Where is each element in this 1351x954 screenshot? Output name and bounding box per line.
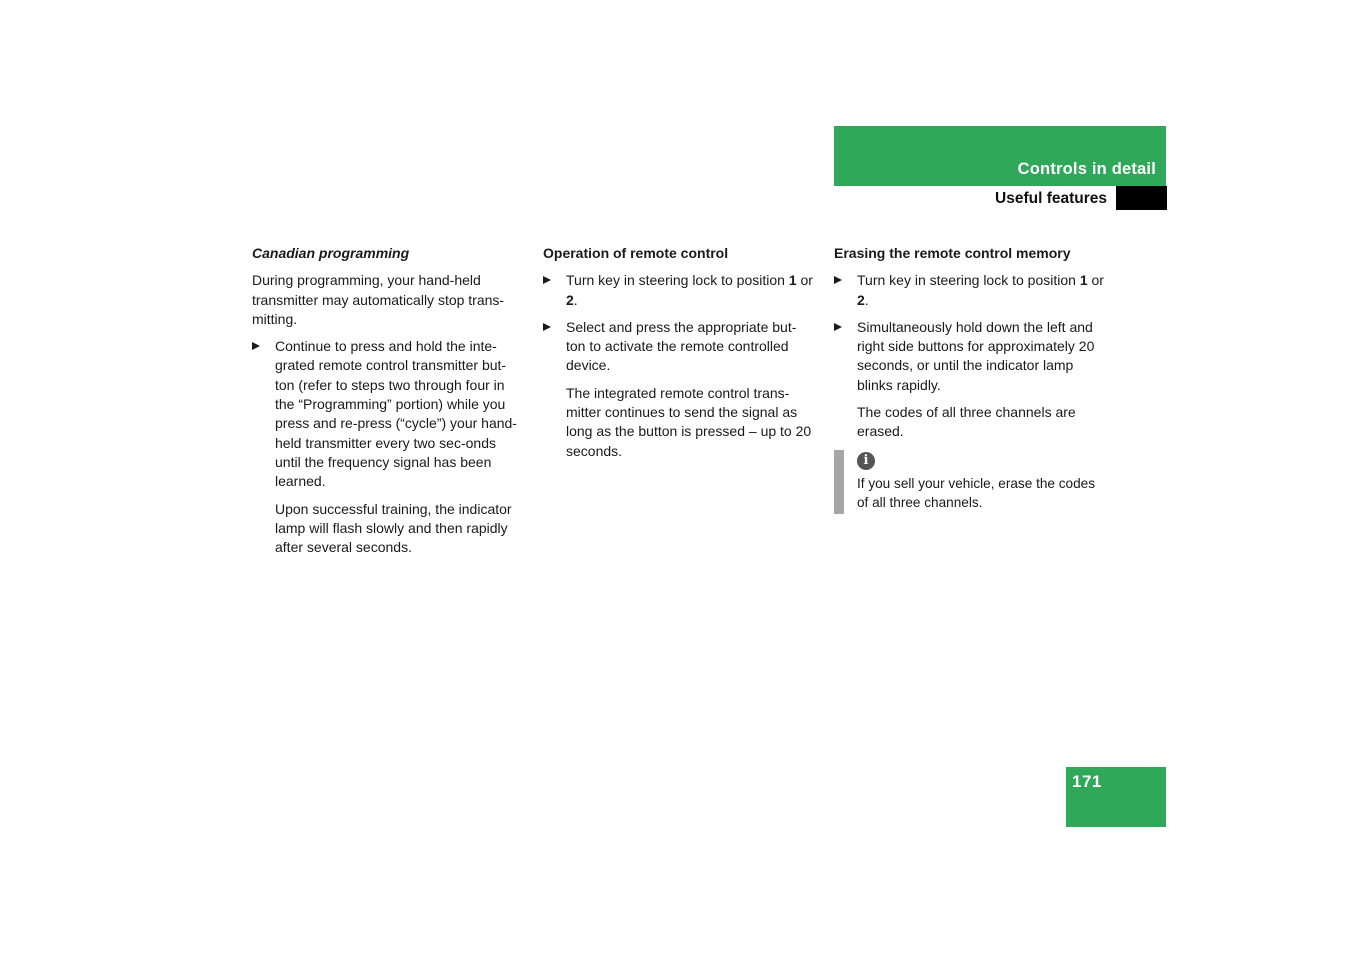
bullet-or: or — [796, 272, 813, 289]
intro-paragraph: During programming, your hand-held transmitter may automatically stop trans-mitting. — [252, 272, 505, 327]
bullet-item — [834, 318, 1106, 395]
page-number-box — [1066, 767, 1166, 827]
bullet-item — [543, 271, 815, 310]
position-two: 2 — [857, 291, 865, 308]
section-header — [834, 126, 1166, 186]
bullet-arrow-icon — [252, 342, 260, 350]
column-operation-remote-control — [543, 244, 815, 469]
bullet-item — [543, 318, 815, 376]
bullet-text: Continue to press and hold the inte-grated remote control transmitter but-ton (refer to steps two through four in the “Programming” portion) while you press and re-press (“cycle”) your hand-held transmitter every two sec-onds until the frequency signal has been learned. — [275, 338, 517, 490]
result-paragraph: Upon successful training, the indicator lamp will flash slowly and then rapidly after several seconds. — [275, 500, 512, 556]
section-title: Controls in detail — [1017, 160, 1156, 178]
bullet-period: . — [864, 291, 869, 308]
bullet-item — [834, 271, 1106, 310]
bullet-text: Turn key in steering lock to position — [566, 272, 789, 289]
bullet-arrow-icon — [543, 323, 551, 331]
note-text: If you sell your vehicle, erase the codes of all three channels. — [857, 475, 1096, 510]
section-tab-marker — [1116, 186, 1167, 210]
result-paragraph: The codes of all three channels are erased. — [857, 404, 1076, 440]
bullet-arrow-icon — [834, 276, 842, 284]
column-erasing-memory — [834, 244, 1106, 514]
column-canadian-programming — [252, 244, 524, 565]
bullet-item — [252, 337, 524, 491]
bullet-or: or — [1087, 272, 1104, 289]
info-note — [834, 450, 1106, 514]
note-bar — [834, 450, 844, 514]
bullet-text: Simultaneously hold down the left and right side buttons for approximately 20 seconds, or until the indicator lamp blinks rapidly. — [857, 318, 1095, 393]
bullet-arrow-icon — [543, 276, 551, 284]
page-number: 171 — [1072, 772, 1102, 791]
position-one: 1 — [1079, 272, 1088, 289]
bullet-period: . — [573, 291, 578, 308]
bullet-text: Select and press the appropriate but-ton to activate the remote controlled device. — [566, 318, 797, 374]
info-icon: i — [857, 452, 875, 470]
heading-operation-remote-control: Operation of remote control — [543, 245, 729, 261]
subsection-title: Useful features — [995, 190, 1107, 207]
bullet-arrow-icon — [834, 323, 842, 331]
heading-canadian-programming: Canadian programming — [252, 245, 410, 261]
bullet-text: Turn key in steering lock to position — [857, 272, 1080, 289]
result-paragraph: The integrated remote control trans-mitter continues to send the signal as long as the button is pressed – up to 20 seconds. — [566, 384, 812, 459]
heading-erasing-memory: Erasing the remote control memory — [834, 245, 1071, 261]
position-one: 1 — [788, 272, 797, 289]
position-two: 2 — [566, 291, 574, 308]
